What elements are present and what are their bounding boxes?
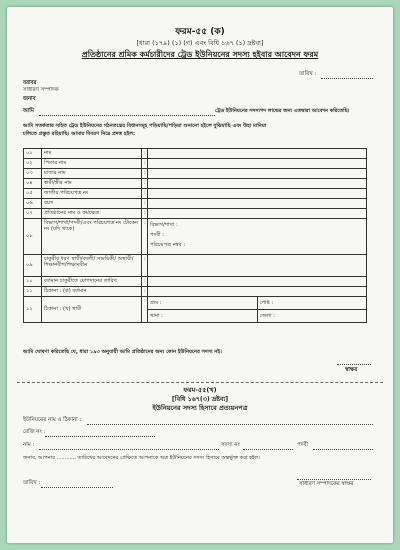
table-row xyxy=(24,149,367,159)
table-row xyxy=(24,189,367,199)
form1-date-label: তারিখ : xyxy=(299,71,317,77)
row-value[interactable] xyxy=(148,287,367,297)
signature-line[interactable] xyxy=(337,358,371,365)
salutation: জনাব xyxy=(23,96,36,102)
row-label: প্রতিষ্ঠানের নাম ও কর্মক্ষেত্র xyxy=(42,209,142,219)
row-colon: : xyxy=(142,255,148,277)
footer-declaration: আমি ঘোষণা করিতেছি যে, ধারা ১৯৩ অনুযায়ী আমি প্রতিষ্ঠানের অন্য কোন ইউনিয়নের সদস্য নই। xyxy=(23,349,222,355)
union-name-label: ইউনিয়নের নাম ও ঠিকানা : xyxy=(23,417,82,423)
row-label: মাতার নাম xyxy=(42,169,142,179)
table-row xyxy=(24,219,367,255)
row-value[interactable] xyxy=(148,255,367,277)
form1-date-field[interactable] xyxy=(321,72,373,79)
row-number: ০৬ xyxy=(24,199,42,209)
row-label: বর্তমান চাকুরীতে যোগদানের তারিখ xyxy=(42,277,142,287)
reg-no-label: রেজি নং : xyxy=(23,429,46,435)
to-line2: সাধারণ সম্পাদক xyxy=(23,87,59,93)
row-value[interactable] xyxy=(148,297,367,323)
row-number: ১০ xyxy=(24,277,42,287)
sub-field-district: জেলা : xyxy=(259,313,276,319)
secretary-signature-label: সাধারণ সম্পাদকের স্বাক্ষর xyxy=(299,481,354,487)
row-value[interactable] xyxy=(148,169,367,179)
row-colon: : xyxy=(142,149,148,159)
sub-field-postoffice: পোষ্ট : xyxy=(259,300,274,306)
row-number: ০২ xyxy=(24,159,42,169)
table-row xyxy=(24,209,367,219)
secretary-signature-line[interactable] xyxy=(297,473,371,480)
certificate-body: জনাব, আপনার ............ তারিখের আবেদনের প্রেক্ষিতে আপনাকে অত্র ইউনিয়নের সদস্য হিসাবে অন্তর্ভুক্ত করা হইল। xyxy=(23,455,261,461)
form-sheet xyxy=(7,7,393,543)
table-row xyxy=(24,297,367,323)
declaration-line2: চলিতে প্রস্তুত রহিয়াছি। আমার বিবরণ নিম্নে প্রদত্ত হইল: xyxy=(23,131,136,137)
row-colon: : xyxy=(142,277,148,287)
row-value[interactable] xyxy=(148,219,367,255)
table-row xyxy=(24,169,367,179)
form2-date-label: তারিখ : xyxy=(23,480,41,486)
row-number: ০৮ xyxy=(24,219,42,255)
form2-date-field[interactable] xyxy=(41,481,113,488)
to-line1: বরাবর xyxy=(23,80,37,86)
row-colon: : xyxy=(142,287,148,297)
row-value[interactable] xyxy=(148,209,367,219)
row-colon: : xyxy=(142,219,148,255)
sub-field-post: পদবী : xyxy=(150,232,165,238)
row-label: বয়স xyxy=(42,199,142,209)
row-colon: : xyxy=(142,159,148,169)
row-label: জাতীয় পরিচয়পত্র নং xyxy=(42,189,142,199)
row-number: ০৯ xyxy=(24,255,42,277)
reg-no-field[interactable] xyxy=(45,430,155,437)
row-number: ০৭ xyxy=(24,209,42,219)
row-value[interactable] xyxy=(148,149,367,159)
name-field[interactable] xyxy=(39,443,219,450)
sub-field-division: বিভাগ/শাখা : xyxy=(150,222,178,228)
form2-subtitle: [বিধি ১৬৭(৩) দ্রষ্টব্য] xyxy=(171,396,229,403)
row-value[interactable] xyxy=(148,159,367,169)
row-colon: : xyxy=(142,297,148,323)
table-row xyxy=(24,277,367,287)
table-row xyxy=(24,255,367,277)
signature-label: স্বাক্ষর xyxy=(345,367,358,373)
post-field[interactable] xyxy=(313,443,373,450)
name-label: নাম : xyxy=(23,442,35,448)
row-label: স্বামী/স্ত্রীর নাম xyxy=(42,179,142,189)
row-number: ১২ xyxy=(24,297,42,323)
row-colon: : xyxy=(142,199,148,209)
union-name-field[interactable] xyxy=(87,418,373,425)
row-colon: : xyxy=(142,189,148,199)
table-row xyxy=(24,179,367,189)
row-value[interactable] xyxy=(148,277,367,287)
post-label: পদবী xyxy=(297,442,309,448)
row-label: নাম xyxy=(42,149,142,159)
row-value[interactable] xyxy=(148,179,367,189)
details-table xyxy=(23,148,367,323)
row-colon: : xyxy=(142,179,148,189)
sub-field-village: গ্রাম : xyxy=(148,297,258,309)
section-divider xyxy=(17,382,383,383)
row-label: পিতার নাম xyxy=(42,159,142,169)
row-number: ০৫ xyxy=(24,189,42,199)
table-row xyxy=(24,199,367,209)
table-row xyxy=(24,159,367,169)
row-value[interactable] xyxy=(148,199,367,209)
form1-title: ফরম-৫৫ (ক) xyxy=(175,27,225,37)
row-number: ১১ xyxy=(24,287,42,297)
row-colon: : xyxy=(142,169,148,179)
applicant-name-field[interactable] xyxy=(39,109,215,116)
row-label: চাকুরীর ধরণ স্থায়ী/বদলী/ সাময়িকী/ অস্থায়ী/শিক্ষানবীশ/শিক্ষানবীন xyxy=(42,255,142,277)
row-label: ঠিকানা : (খ) স্থায়ী xyxy=(42,297,142,323)
row-label: ঠিকানা : (ক) বর্তমান xyxy=(42,287,142,297)
row-colon: : xyxy=(142,209,148,219)
row-value[interactable] xyxy=(148,189,367,199)
table-row xyxy=(24,287,367,297)
row-number: ০৪ xyxy=(24,179,42,189)
ami-label: আমি xyxy=(23,108,34,114)
form1-subtitle: [ধারা (১৭৯) (১) (গ) এবং বিধি ১৬৭ (১) দ্রষ্টব্য] xyxy=(136,39,264,47)
form1-heading: প্রতিষ্ঠানের শ্রমিক কর্মচারীদের ট্রেড ইউনিয়নের সদস্য হইবার আবেদন ফরম xyxy=(81,50,319,59)
row-number: ০১ xyxy=(24,149,42,159)
declaration-line1: আমি সতর্কতার সহিত ট্রেড ইউনিয়নের গঠনতন্ত্রের বিধানসমূহ পড়িয়াছি/পড়িয়া শুনানো হইলে বুঝিয়াছি এবং উহা মানিয়া xyxy=(23,123,267,129)
member-no-label: সদস্য নং xyxy=(221,442,240,448)
member-no-field[interactable] xyxy=(243,443,293,450)
apply-text: ট্রেড ইউনিয়নের সদস্যপদ লাভের জন্য এতদ্বারা আবেদন করিতেছি। xyxy=(215,108,350,114)
form2-title: ফরম-৫৫(খ) xyxy=(183,386,217,394)
row-label: বিভাগ/শাখা/পদবী/এবং পরিচয়পত্র নং টোকেন নং (যদি থাকে) xyxy=(42,219,142,255)
sub-field-id-number: পরিচয়পত্র নম্বর : xyxy=(150,242,186,248)
row-number: ০৩ xyxy=(24,169,42,179)
form2-heading: ইউনিয়নের সদস্য হিসাবে প্রত্যয়নপত্র xyxy=(152,404,248,412)
sub-field-thana: থানা : xyxy=(148,310,258,322)
